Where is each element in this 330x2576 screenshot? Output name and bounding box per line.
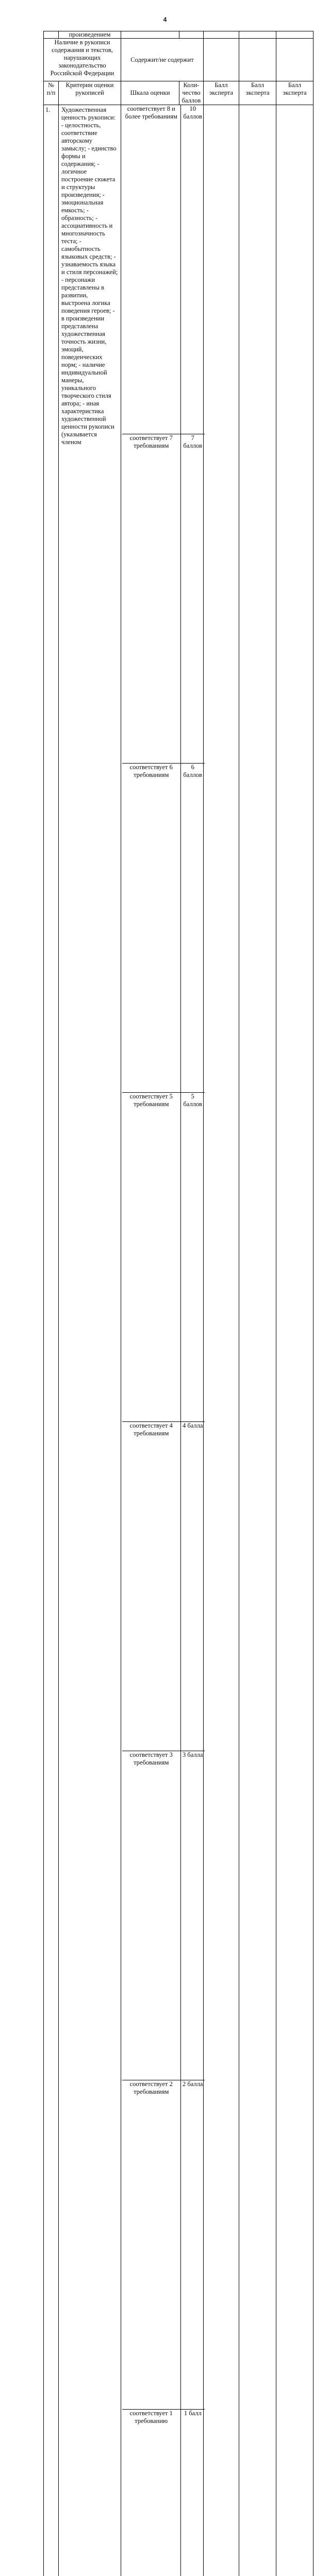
scale-cell [121, 105, 204, 2576]
empty-cell [239, 39, 276, 81]
empty-cell [276, 39, 314, 81]
law-violation-label: Наличие в рукописи содержания и текстов, нарушающих законодательство Российской Федерации [44, 39, 121, 81]
scale-row [122, 1751, 205, 2080]
scale-points: 3 балла [180, 1751, 205, 2080]
scale-label: соответствует 6 требованиям [122, 764, 180, 1093]
scale-points: 4 балла [180, 1422, 205, 1751]
scale-row [122, 2410, 205, 2576]
scale-row [122, 764, 205, 1093]
expert-score-2 [239, 105, 276, 2576]
scale-row [122, 105, 205, 434]
scale-points: 7 баллов [180, 434, 205, 764]
empty-cell [204, 31, 239, 39]
criterion-text: Художественная ценность рукописи: - целостность, соответствие авторскому замыслу; - единство формы и содержания; - логичное построение сюжета и структуры произведения; - эмоциональная емкость; - образность; - ассоциативность и многозначность теста; - самобытность языковых средств; - узнаваемость языка и стиля персонажей; - персонажи представлены в развитии, выстроена логика поведения героев; - в произведении представлена художественная точность жизни, эмоций, поведенческих норм; - наличие индивидуальной манеры, уникального творческого стиля автора; - иная характеристика художественной ценности рукописи (указывается членом [60, 105, 120, 447]
criterion-row [44, 105, 314, 2576]
scale-row [122, 1093, 205, 1422]
header-scale: Шкала оценки [121, 81, 179, 105]
top-row-text: произведением [59, 31, 121, 39]
scale-points: 1 балл [180, 2410, 205, 2576]
scale-label: соответствует 4 требованиям [122, 1422, 180, 1751]
header-num: № п/п [44, 81, 59, 105]
header-expert-2: Балл эксперта [239, 81, 276, 105]
scale-label: соответствует 3 требованиям [122, 1751, 180, 2080]
scale-label: соответствует 1 требованию [122, 2410, 180, 2576]
empty-cell [121, 31, 179, 39]
empty-cell [44, 31, 59, 39]
scale-label: соответствует 5 требованиям [122, 1093, 180, 1422]
header-expert-3: Балл эксперта [276, 81, 314, 105]
scale-points: 6 баллов [180, 764, 205, 1093]
law-violation-value: Содержит/не содержит [121, 39, 204, 81]
empty-cell [239, 31, 276, 39]
empty-cell [179, 31, 204, 39]
criterion-cell [59, 105, 121, 2576]
header-expert-1: Балл эксперта [204, 81, 239, 105]
criterion-number: 1. [44, 105, 59, 2576]
expert-score-3 [276, 105, 314, 2576]
header-row [44, 81, 314, 105]
scale-row [122, 434, 205, 764]
page-number: 4 [0, 16, 330, 23]
scale-table [122, 105, 205, 2576]
table-row [44, 31, 314, 39]
empty-cell [276, 31, 314, 39]
empty-cell [204, 39, 239, 81]
scale-row [122, 1422, 205, 1751]
header-criteria: Критерии оценки рукописей [59, 81, 121, 105]
scale-row [122, 2080, 205, 2410]
scale-label: соответствует 8 и более требованиям [122, 105, 180, 434]
scale-points: 10 баллов [180, 105, 205, 434]
table-row [44, 39, 314, 81]
scale-points: 5 баллов [180, 1093, 205, 1422]
scale-label: соответствует 7 требованиям [122, 434, 180, 764]
evaluation-table [43, 31, 314, 2576]
expert-score-1 [204, 105, 239, 2576]
header-points: Коли-чество баллов [179, 81, 204, 105]
scale-points: 2 балла [180, 2080, 205, 2410]
scale-label: соответствует 2 требованиям [122, 2080, 180, 2410]
